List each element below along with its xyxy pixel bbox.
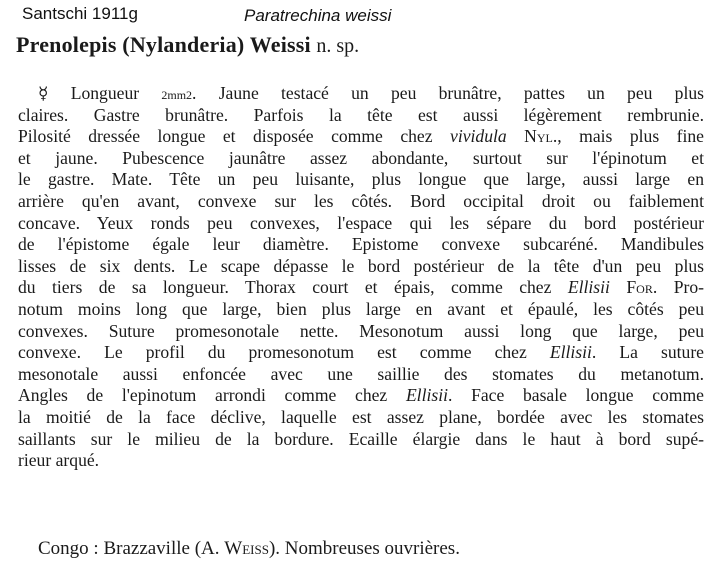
description-line bbox=[18, 83, 704, 105]
worker-symbol-icon: ☿ bbox=[38, 84, 49, 103]
description-line: concave. Yeux ronds peu convexes, l'espace qui les sépare du bord postérieur bbox=[18, 212, 704, 233]
taxon-name: Ellisii bbox=[549, 342, 592, 363]
description-line: de l'épistome égale leur diamètre. Epistome convexe subcaréné. Mandibules bbox=[18, 234, 704, 255]
description-paragraph bbox=[18, 83, 704, 472]
text-span: convexe. Le profil du promesonotum est comme chez bbox=[18, 342, 527, 363]
taxon-name: Ellisii bbox=[567, 277, 610, 298]
title-suffix: n. sp. bbox=[316, 35, 360, 57]
description-line: convexes. Suture promesonotale nette. Mesonotum aussi long que large, peu bbox=[18, 320, 704, 341]
description-line bbox=[18, 277, 704, 299]
description-line: la moitié de la face déclive, laquelle est assez plane, bordée avec les stomates bbox=[18, 406, 704, 427]
description-line: rieur arqué. bbox=[18, 450, 100, 471]
text-span: , mais plus fine bbox=[557, 126, 704, 147]
title-name: Prenolepis (Nylanderia) Weissi bbox=[16, 32, 311, 57]
description-line: saillants sur le milieu de la bordure. Ecaille élargie dans le haut à bord supé- bbox=[18, 428, 704, 449]
description-line: mesonotale aussi enfoncée avec une saillie des stomates du metanotum. bbox=[18, 363, 704, 384]
species-label: Paratrechina weissi bbox=[244, 6, 392, 25]
description-line: lisses de six dents. Le scape dépasse le bord postérieur de la tête d'un peu plus bbox=[18, 255, 704, 276]
text-span: Longueur bbox=[70, 83, 140, 103]
text-span: du tiers de sa longueur. Thorax court et épais, comme chez bbox=[18, 277, 552, 298]
locality-line bbox=[38, 538, 460, 560]
description-line bbox=[18, 342, 704, 364]
locality-text: ). Nombreuses ouvrières. bbox=[268, 538, 460, 559]
text-span: Pilosité dressée longue et disposée comme chez bbox=[18, 126, 433, 147]
author-name: For. bbox=[626, 277, 658, 298]
description-line: arrière qu'en avant, convexe sur les côtés. Bord occipital droit ou faiblement bbox=[18, 190, 704, 211]
species-title bbox=[16, 32, 359, 58]
description-line bbox=[18, 385, 704, 407]
text-span: Angles de l'epinotum arrondi comme chez bbox=[18, 385, 388, 406]
text-span: . Face basale longue comme bbox=[447, 385, 704, 406]
text-span: . Jaune testacé un peu brunâtre, pattes un peu plus bbox=[192, 83, 704, 103]
taxon-name: vividula bbox=[450, 126, 507, 147]
text-span: . La suture bbox=[591, 342, 704, 363]
description-line: le gastre. Mate. Tête un peu luisante, plus longue que large, aussi large en bbox=[18, 169, 704, 190]
length-value: 2mm2 bbox=[161, 88, 193, 102]
author-name: Nyl. bbox=[524, 126, 558, 147]
description-line: claires. Gastre brunâtre. Parfois la tête est aussi légèrement rembrunie. bbox=[18, 104, 704, 125]
description-line bbox=[18, 126, 704, 148]
taxon-name: Ellisii bbox=[405, 385, 448, 406]
text-span: Pro- bbox=[673, 277, 704, 298]
collector-name: Weiss bbox=[224, 538, 269, 559]
description-line: notum moins long que large, bien plus large en avant et épaulé, les côtés peu bbox=[18, 298, 704, 319]
description-line: et jaune. Pubescence jaunâtre assez abondante, surtout sur l'épinotum et bbox=[18, 147, 704, 168]
locality-text: Congo : Brazzaville (A. bbox=[38, 538, 220, 559]
citation-label: Santschi 1911g bbox=[22, 4, 138, 23]
